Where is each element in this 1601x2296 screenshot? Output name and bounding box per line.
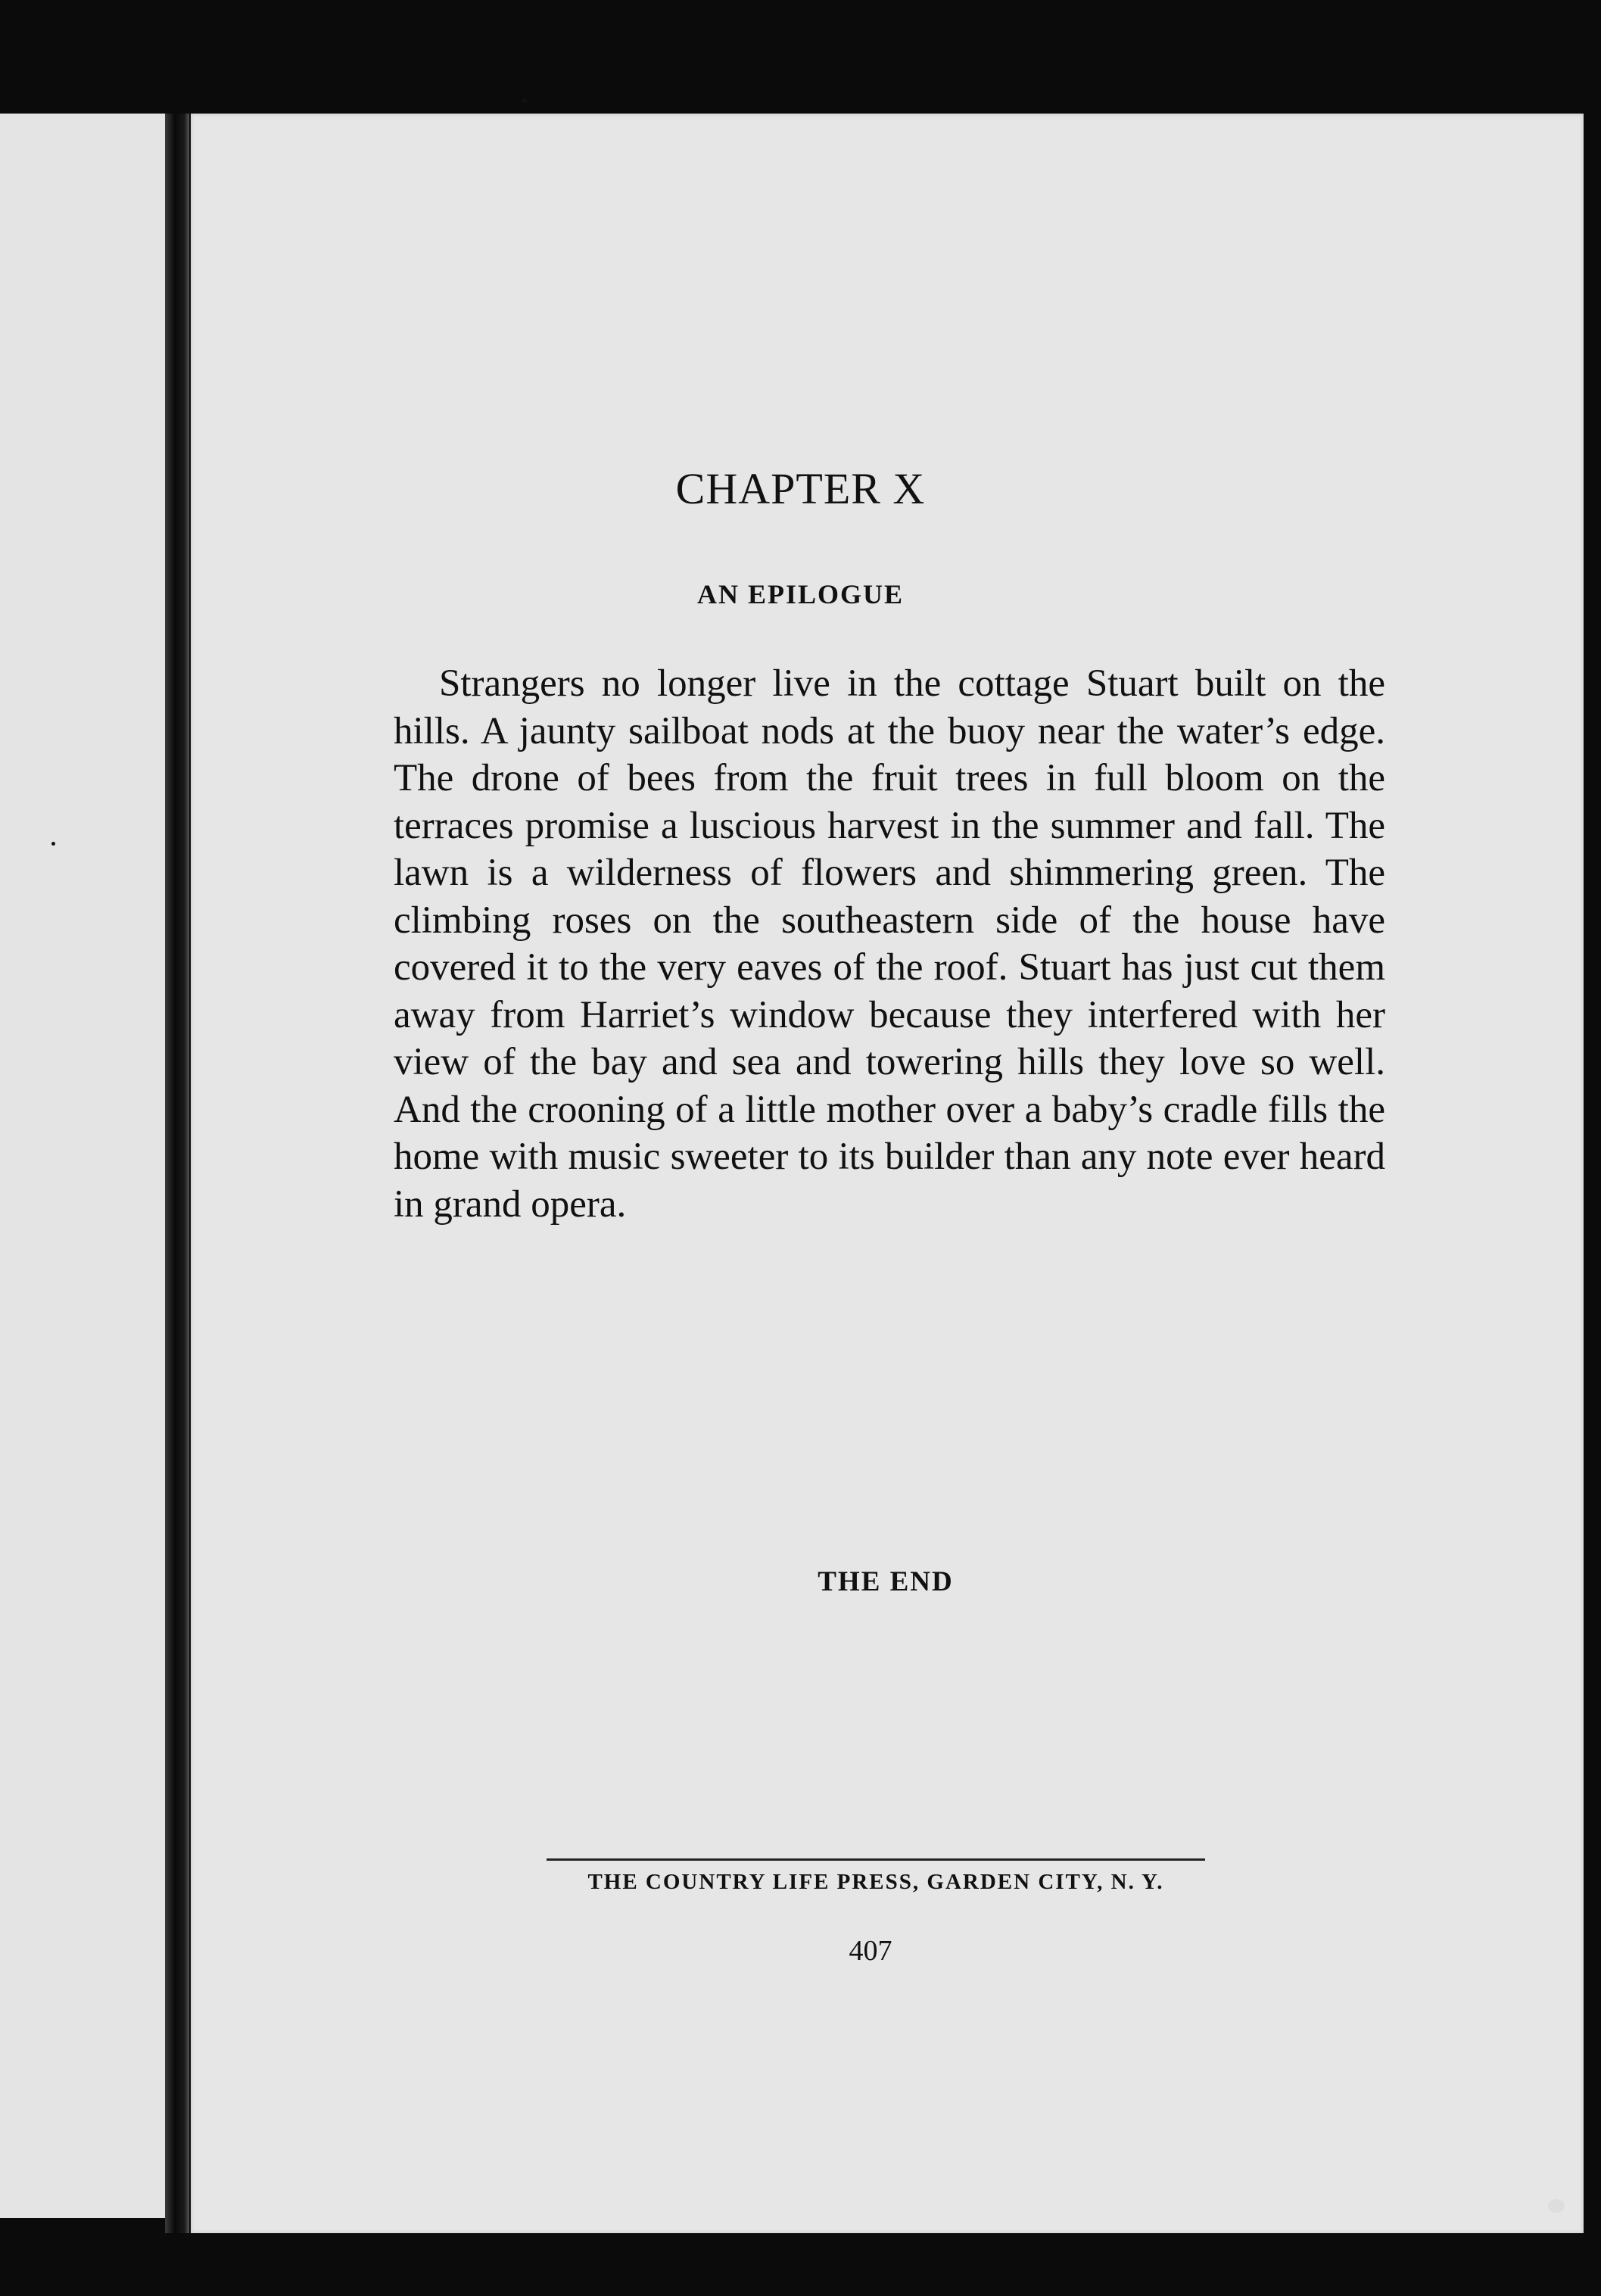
dust-speck — [522, 98, 527, 103]
page-number: 407 — [849, 1935, 892, 1967]
epilogue-paragraph: Strangers no longer live in the cottage Stuart built on the hills. A jaunty sailboat nods at the buoy near the water’s edge. The drone of bees from the fruit trees in full bloom on the terraces promise a luscious harvest in the summer and fall. The lawn is a wilderness of flowers and shimmering green. The climbing roses on the southeastern side of the house have covered it to the very eaves of the roof. Stuart has just cut them away from Harriet’s window because they interfered with her view of the bay and sea and towering hills they love so well. And the crooning of a little mother over a baby’s cradle fills the home with music sweeter to its builder than any note ever heard in grand opera. — [394, 662, 1385, 1226]
dust-speck — [1548, 2199, 1565, 2213]
dust-speck — [51, 842, 55, 846]
chapter-subtitle: AN EPILOGUE — [696, 579, 905, 609]
facing-page-edge — [0, 114, 168, 2218]
publisher-imprint: THE COUNTRY LIFE PRESS, GARDEN CITY, N. Y. — [587, 1870, 1164, 1894]
book-gutter — [165, 114, 189, 2233]
imprint-divider — [547, 1858, 1205, 1861]
the-end-label: THE END — [818, 1566, 954, 1597]
body-text — [394, 660, 1385, 1228]
chapter-title: CHAPTER X — [675, 464, 926, 513]
